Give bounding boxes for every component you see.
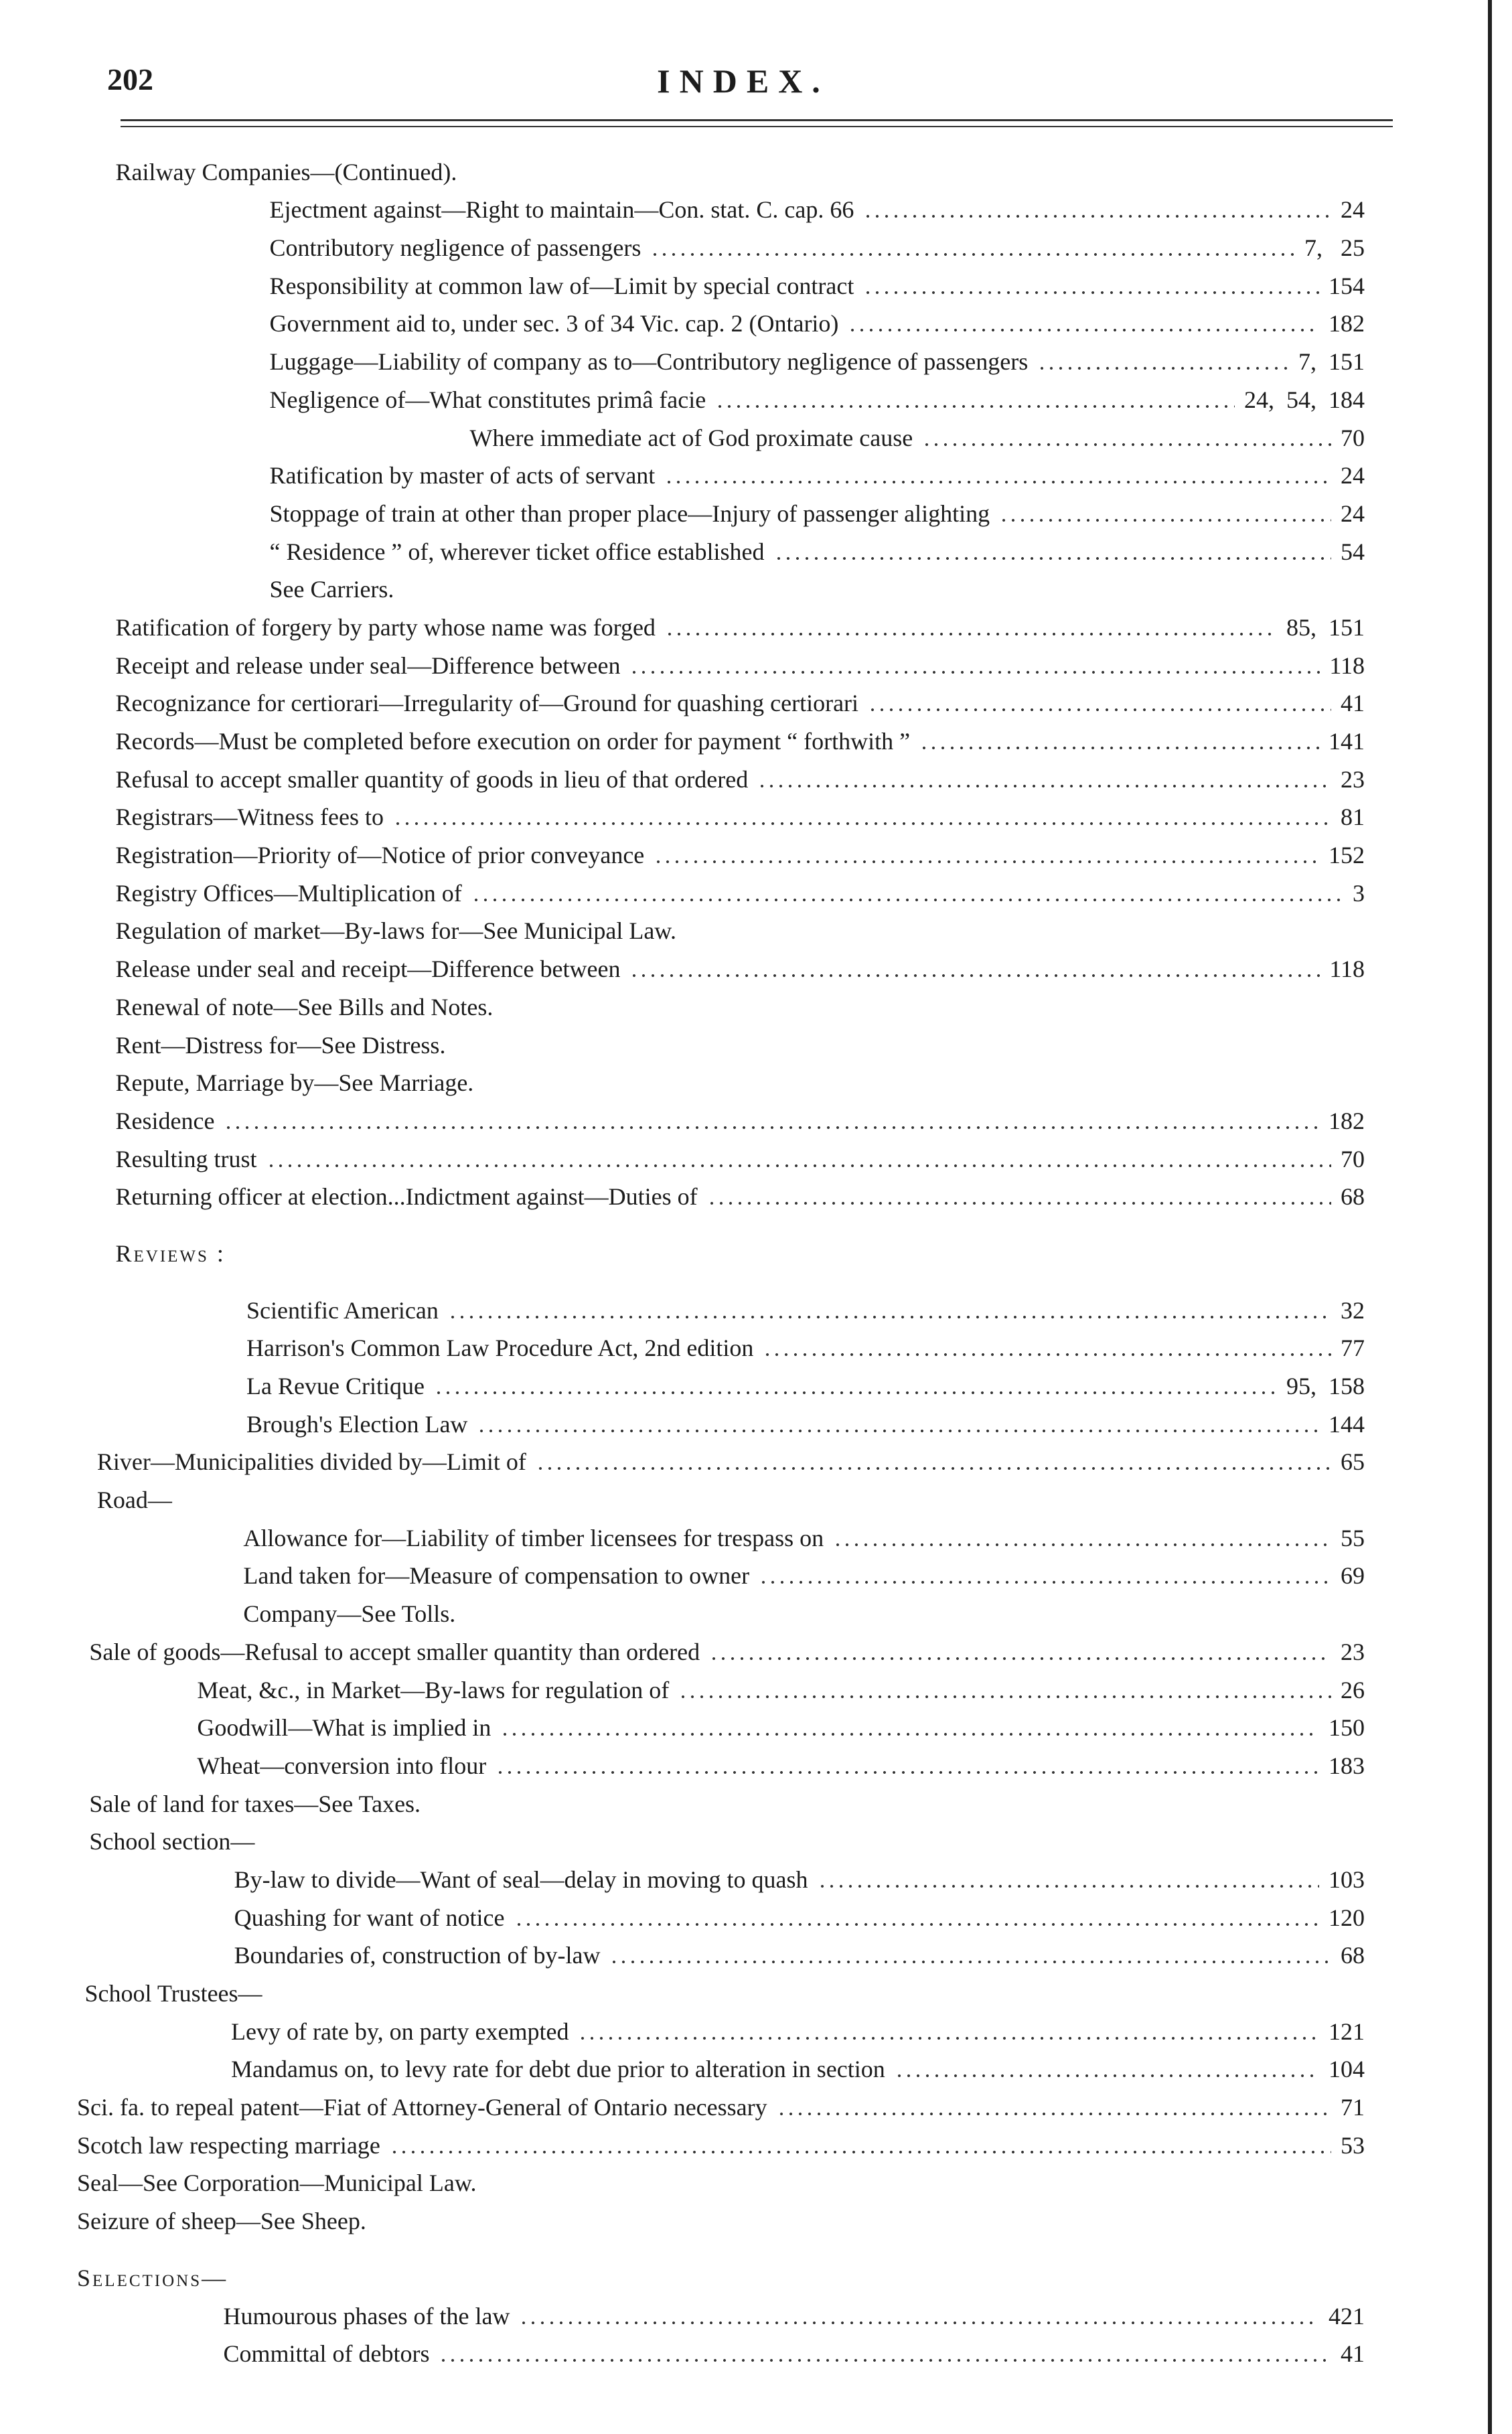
dot-leader bbox=[439, 2359, 1331, 2362]
entry-text: Brough's Election Law bbox=[246, 1410, 468, 1438]
entry-text: Humourous phases of the law bbox=[223, 2302, 510, 2330]
entry-page-number: 183 bbox=[1329, 1752, 1365, 1779]
dot-leader bbox=[654, 860, 1319, 863]
index-entry bbox=[0, 1970, 1512, 2008]
entry-page-number: 7, 25 bbox=[1304, 234, 1365, 262]
entry-text: Selections— bbox=[77, 2264, 228, 2291]
dot-leader bbox=[763, 1353, 1331, 1356]
entry-page-number: 150 bbox=[1329, 1714, 1365, 1742]
index-entry bbox=[0, 301, 1512, 339]
entry-text: River—Municipalities divided by—Limit of bbox=[96, 1448, 526, 1476]
entry-page-number: 81 bbox=[1341, 804, 1365, 831]
entry-text: Release under seal and receipt—Difference between bbox=[115, 956, 621, 983]
entry-text: School section— bbox=[89, 1828, 255, 1855]
entry-text: Resulting trust bbox=[115, 1145, 257, 1172]
entry-page-number: 120 bbox=[1329, 1904, 1365, 1931]
entry-text: Receipt and release under seal—Difference between bbox=[115, 652, 621, 679]
index-entry bbox=[0, 1590, 1512, 1628]
dot-leader bbox=[496, 1771, 1319, 1774]
index-section-heading bbox=[0, 1230, 1512, 1268]
entry-page-number: 141 bbox=[1329, 728, 1365, 755]
entry-text: Harrison's Common Law Procedure Act, 2nd edition bbox=[246, 1335, 754, 1362]
entry-page-number: 24 bbox=[1341, 462, 1365, 489]
dot-leader bbox=[777, 2113, 1331, 2115]
entry-text: Scientific American bbox=[246, 1296, 439, 1324]
entry-text: School Trustees— bbox=[84, 1980, 262, 2007]
entry-text: Sale of land for taxes—See Taxes. bbox=[89, 1790, 421, 1817]
entry-page-number: 26 bbox=[1341, 1676, 1365, 1703]
entry-page-number: 85, 151 bbox=[1286, 613, 1365, 641]
entry-text: Seal—See Corporation—Municipal Law. bbox=[77, 2170, 477, 2197]
dot-leader bbox=[665, 633, 1277, 635]
entry-page-number: 3 bbox=[1353, 879, 1365, 907]
entry-text: Regulation of market—By-laws for—See Municipal Law. bbox=[115, 917, 676, 945]
index-entry bbox=[0, 1022, 1512, 1060]
entry-page-number: 154 bbox=[1329, 272, 1365, 299]
index-entry bbox=[0, 1476, 1512, 1515]
dot-leader bbox=[715, 405, 1235, 408]
index-entry bbox=[0, 453, 1512, 491]
entry-page-number: 103 bbox=[1329, 1866, 1365, 1893]
index-entry bbox=[0, 1060, 1512, 1098]
entry-page-number: 24, 54, 184 bbox=[1244, 386, 1365, 413]
index-entry bbox=[0, 1628, 1512, 1667]
entry-text: Ejectment against—Right to maintain—Con. stat. C. cap. 66 bbox=[269, 196, 854, 224]
dot-leader bbox=[863, 291, 1319, 294]
entry-text: Mandamus on, to levy rate for debt due prior to alteration in section bbox=[231, 2056, 885, 2083]
index-entry bbox=[0, 528, 1512, 566]
entry-page-number: 118 bbox=[1329, 956, 1365, 983]
entry-page-number: 104 bbox=[1329, 2056, 1365, 2083]
dot-leader bbox=[919, 747, 1319, 749]
page-number: 202 bbox=[107, 62, 153, 96]
index-entry bbox=[0, 756, 1512, 794]
page-title: INDEX. bbox=[657, 62, 830, 100]
dot-leader bbox=[519, 2322, 1319, 2324]
index-entry bbox=[0, 680, 1512, 718]
index-entry bbox=[0, 1780, 1512, 1819]
entry-page-number: 144 bbox=[1329, 1410, 1365, 1438]
entry-text: Wheat—conversion into flour bbox=[197, 1752, 487, 1779]
index-entry bbox=[0, 2122, 1512, 2160]
entry-text: Reviews : bbox=[115, 1239, 226, 1267]
index-entry bbox=[0, 187, 1512, 225]
page-header bbox=[94, 62, 1393, 108]
header-rule-secondary bbox=[121, 126, 1393, 127]
dot-leader bbox=[774, 557, 1331, 560]
index-entry bbox=[0, 1097, 1512, 1136]
entry-text: Registration—Priority of—Notice of prior conveyance bbox=[115, 842, 645, 869]
entry-text: Residence bbox=[115, 1107, 215, 1134]
dot-leader bbox=[390, 2151, 1331, 2153]
index-entry bbox=[0, 1401, 1512, 1439]
entry-text: Contributory negligence of passengers bbox=[269, 234, 641, 262]
entry-text: Levy of rate by, on party exempted bbox=[231, 2018, 569, 2045]
entry-text: Luggage—Liability of company as to—Contributory negligence of passengers bbox=[269, 348, 1029, 376]
index-entry bbox=[0, 490, 1512, 528]
entry-text: Quashing for want of notice bbox=[234, 1904, 505, 1931]
entry-page-number: 121 bbox=[1329, 2018, 1365, 2045]
dot-leader bbox=[895, 2074, 1319, 2077]
index-entry bbox=[0, 1553, 1512, 1591]
index-entry bbox=[0, 376, 1512, 414]
entry-page-number: 32 bbox=[1341, 1296, 1365, 1324]
index-entry bbox=[0, 2293, 1512, 2331]
entry-text: See Carriers. bbox=[269, 576, 394, 603]
index-entry bbox=[0, 1325, 1512, 1363]
index-entry bbox=[0, 832, 1512, 870]
index-entry bbox=[0, 1856, 1512, 1894]
dot-leader bbox=[759, 1581, 1331, 1584]
entry-page-number: 77 bbox=[1341, 1335, 1365, 1362]
index-entry bbox=[0, 1894, 1512, 1932]
index-entry bbox=[0, 984, 1512, 1022]
dot-leader bbox=[650, 253, 1295, 256]
entry-page-number: 152 bbox=[1329, 842, 1365, 869]
index-entry bbox=[0, 1439, 1512, 1477]
dot-leader bbox=[629, 671, 1320, 674]
dot-leader bbox=[448, 1316, 1331, 1318]
entry-text: Scotch law respecting marriage bbox=[77, 2131, 380, 2159]
index-entries bbox=[0, 149, 1512, 2368]
dot-leader bbox=[536, 1467, 1331, 1470]
entry-page-number: 95, 158 bbox=[1286, 1373, 1365, 1399]
index-entry bbox=[0, 604, 1512, 642]
entry-text: Renewal of note—See Bills and Notes. bbox=[115, 993, 494, 1020]
entry-text: Company—See Tolls. bbox=[243, 1600, 456, 1628]
dot-leader bbox=[709, 1657, 1331, 1660]
index-entry bbox=[0, 566, 1512, 605]
index-entry bbox=[0, 1136, 1512, 1174]
entry-page-number: 118 bbox=[1329, 652, 1365, 679]
entry-page-number: 24 bbox=[1341, 500, 1365, 527]
dot-leader bbox=[999, 519, 1331, 522]
index-entry bbox=[0, 414, 1512, 453]
entry-page-number: 68 bbox=[1341, 1183, 1365, 1211]
index-entry bbox=[0, 2198, 1512, 2236]
entry-text: Registry Offices—Multiplication of bbox=[115, 879, 462, 907]
index-entry bbox=[0, 1932, 1512, 1971]
entry-text: Returning officer at election...Indictment against—Duties of bbox=[115, 1183, 698, 1211]
dot-leader bbox=[757, 785, 1331, 787]
index-entry bbox=[0, 908, 1512, 946]
entry-page-number: 23 bbox=[1341, 765, 1365, 793]
index-section-heading bbox=[0, 2255, 1512, 2293]
entry-page-number: 41 bbox=[1341, 2340, 1365, 2368]
entry-text: Refusal to accept smaller quantity of goods in lieu of that ordered bbox=[115, 765, 749, 793]
entry-page-number: 71 bbox=[1341, 2094, 1365, 2121]
entry-text: Responsibility at common law of—Limit by special contract bbox=[269, 272, 854, 299]
index-entry bbox=[0, 338, 1512, 376]
dot-leader bbox=[578, 2037, 1319, 2040]
entry-text: Negligence of—What constitutes primâ facie bbox=[269, 386, 706, 413]
index-entry bbox=[0, 1667, 1512, 1705]
dot-leader bbox=[664, 481, 1331, 483]
index-entry bbox=[0, 718, 1512, 756]
entry-page-number: 182 bbox=[1329, 310, 1365, 337]
entry-page-number: 23 bbox=[1341, 1638, 1365, 1665]
index-entry bbox=[0, 2046, 1512, 2084]
entry-text: La Revue Critique bbox=[246, 1373, 425, 1399]
entry-text: Rent—Distress for—See Distress. bbox=[115, 1031, 446, 1059]
entry-text: Road— bbox=[96, 1487, 172, 1514]
entry-text: “ Residence ” of, wherever ticket office established bbox=[269, 538, 765, 565]
index-entry bbox=[0, 1174, 1512, 1212]
entry-page-number: 53 bbox=[1341, 2131, 1365, 2159]
dot-leader bbox=[678, 1695, 1331, 1698]
entry-text: Stoppage of train at other than proper place—Injury of passenger alighting bbox=[269, 500, 990, 527]
entry-page-number: 69 bbox=[1341, 1562, 1365, 1590]
index-entry bbox=[0, 1819, 1512, 1857]
entry-page-number: 24 bbox=[1341, 196, 1365, 224]
index-entry bbox=[0, 1287, 1512, 1325]
dot-leader bbox=[500, 1733, 1319, 1736]
entry-text: Allowance for—Liability of timber licensees for trespass on bbox=[243, 1524, 824, 1551]
dot-leader bbox=[833, 1543, 1331, 1546]
dot-leader bbox=[267, 1164, 1331, 1167]
index-entry bbox=[0, 1742, 1512, 1780]
entry-text: Goodwill—What is implied in bbox=[197, 1714, 492, 1742]
entry-page-number: 55 bbox=[1341, 1524, 1365, 1551]
entry-text: Ratification by master of acts of servant bbox=[269, 462, 656, 489]
dot-leader bbox=[224, 1126, 1319, 1129]
index-entry bbox=[0, 1363, 1512, 1401]
entry-page-number: 54 bbox=[1341, 538, 1365, 565]
entry-text: Meat, &c., in Market—By-laws for regulation of bbox=[197, 1676, 670, 1703]
row-spacer bbox=[0, 1268, 1512, 1287]
index-entry bbox=[0, 224, 1512, 262]
entry-page-number: 70 bbox=[1341, 424, 1365, 451]
entry-text: Railway Companies—(Continued). bbox=[115, 158, 457, 185]
dot-leader bbox=[848, 329, 1319, 331]
dot-leader bbox=[393, 822, 1331, 825]
index-entry bbox=[0, 149, 1512, 187]
entry-page-number: 68 bbox=[1341, 1942, 1365, 1969]
entry-text: Repute, Marriage by—See Marriage. bbox=[115, 1069, 474, 1097]
header-rule bbox=[121, 119, 1393, 121]
entry-text: Records—Must be completed before execution on order for payment “ forthwith ” bbox=[115, 728, 911, 755]
dot-leader bbox=[863, 215, 1331, 218]
dot-leader bbox=[477, 1430, 1319, 1432]
entry-text: Boundaries of, construction of by-law bbox=[234, 1942, 601, 1969]
entry-text: Where immediate act of God proximate cause bbox=[469, 424, 913, 451]
entry-page-number: 41 bbox=[1341, 690, 1365, 717]
entry-text: Land taken for—Measure of compensation to owner bbox=[243, 1562, 750, 1590]
index-entry bbox=[0, 2331, 1512, 2369]
index-entry bbox=[0, 2008, 1512, 2046]
dot-leader bbox=[629, 974, 1320, 977]
index-entry bbox=[0, 945, 1512, 984]
row-spacer bbox=[0, 1211, 1512, 1230]
entry-page-number: 182 bbox=[1329, 1107, 1365, 1134]
dot-leader bbox=[434, 1391, 1277, 1394]
index-entry bbox=[0, 870, 1512, 908]
dot-leader bbox=[514, 1923, 1320, 1926]
row-spacer bbox=[0, 2236, 1512, 2255]
entry-text: Government aid to, under sec. 3 of 34 Vic. cap. 2 (Ontario) bbox=[269, 310, 839, 337]
dot-leader bbox=[922, 443, 1331, 446]
dot-leader bbox=[818, 1885, 1319, 1888]
index-entry bbox=[0, 2160, 1512, 2198]
dot-leader bbox=[609, 1961, 1331, 1963]
entry-text: Registrars—Witness fees to bbox=[115, 804, 384, 831]
index-entry bbox=[0, 1515, 1512, 1553]
index-entry bbox=[0, 2084, 1512, 2122]
page-edge-border bbox=[1488, 0, 1492, 2434]
dot-leader bbox=[1037, 367, 1289, 370]
entry-page-number: 421 bbox=[1329, 2302, 1365, 2330]
entry-page-number: 65 bbox=[1341, 1448, 1365, 1476]
entry-page-number: 70 bbox=[1341, 1145, 1365, 1172]
index-entry bbox=[0, 262, 1512, 301]
entry-text: Committal of debtors bbox=[223, 2340, 430, 2368]
entry-page-number: 7, 151 bbox=[1298, 348, 1365, 376]
dot-leader bbox=[471, 899, 1343, 901]
entry-text: Sci. fa. to repeal patent—Fiat of Attorney-General of Ontario necessary bbox=[77, 2094, 767, 2121]
dot-leader bbox=[707, 1202, 1331, 1205]
entry-text: Seizure of sheep—See Sheep. bbox=[77, 2208, 366, 2235]
dot-leader bbox=[868, 708, 1331, 711]
entry-text: Ratification of forgery by party whose name was forged bbox=[115, 613, 656, 641]
entry-text: By-law to divide—Want of seal—delay in moving to quash bbox=[234, 1866, 808, 1893]
index-entry bbox=[0, 794, 1512, 832]
entry-text: Recognizance for certiorari—Irregularity of—Ground for quashing certiorari bbox=[115, 690, 859, 717]
entry-text: Sale of goods—Refusal to accept smaller quantity than ordered bbox=[89, 1638, 700, 1665]
index-entry bbox=[0, 1705, 1512, 1743]
index-entry bbox=[0, 642, 1512, 680]
